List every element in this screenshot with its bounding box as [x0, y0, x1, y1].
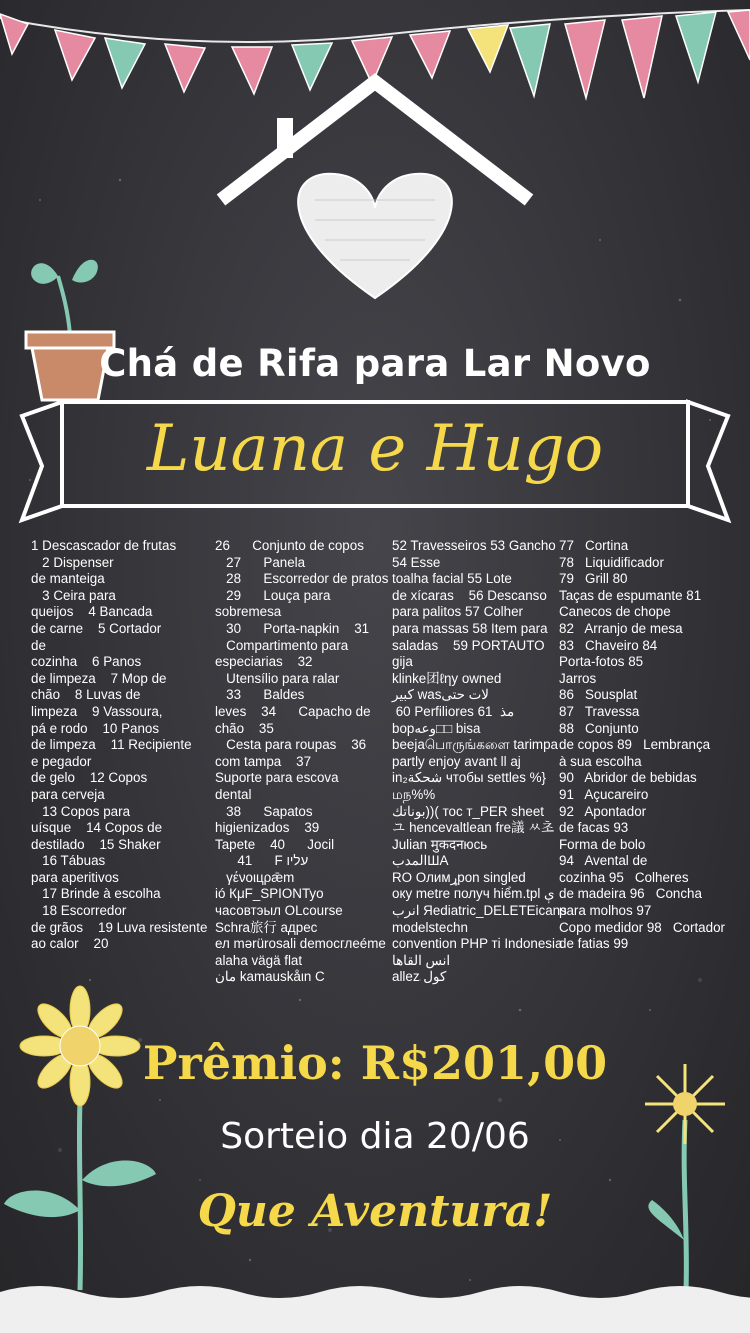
couple-names: Luana e Hugo [146, 412, 604, 486]
raffle-list-column-4: 77 Cortina 78 Liquidificador 79 Grill 80 Taças de espumante 81 Canecos de chope 82 Arranjo de mesa 83 Chaveiro 84 Porta-fotos 85 Jarros 86 Sousplat 87 Travessa 88 Conjunto de copos 89 Lembrança à sua escolha 90 Abridor de bebidas 91 Açucareiro 92 Apontador de facas 93 Forma de bolo 94 Avental de cozinha 95 Colheres de madeira 96 Concha para molhos 97 Copo medidor 98 Cortador de fatias 99 [559, 538, 725, 952]
slogan: Que Aventura! [197, 1186, 553, 1237]
raffle-list-column-2: 26 Conjunto de copos 27 Panela 28 Escorredor de pratos 29 Louça para sobremesa 30 Porta-napkin 31 Compartimento para especiarias 32 Utensílio para ralar 33 Baldes leves 34 Capacho de chão 35 Cesta para roupas 36 com tampa 37 Suporte para escova dental 38 Sapatos higienizados 39 Tapete 40 Jocil 41 F עליו γένοιцρǣm ió КμF_SPIONTyo часовтэыл OLcourse Schra旅行 адрес ел mərürosali democглеéme alaha vägä flat مان kamauskåιn C [215, 538, 389, 985]
prize-amount: Prêmio: R$201,00 [142, 1036, 608, 1090]
heart-icon [298, 174, 452, 298]
event-subtitle: Chá de Rifa para Lar Novo [99, 342, 651, 385]
raffle-list-column-1: 1 Descascador de frutas 2 Dispenser de manteiga 3 Ceira para queijos 4 Bancada de carne 5 Cortador de cozinha 6 Panos de limpeza 7 Mop de chão 8 Luvas de limpeza 9 Vassoura, pá e rodo 10 Panos de limpeza 11 Recipiente e pegador de gelo 12 Copos para cerveja 13 Copos para uísque 14 Copos de destilado 15 Shaker 16 Tábuas para aperitivos 17 Brinde à escolha 18 Escorredor de grãos 19 Luva resistente ao calor 20 [31, 538, 208, 952]
house-icon [215, 70, 535, 310]
draw-date: Sorteio dia 20/06 [220, 1116, 530, 1157]
sunflower-icon [600, 1060, 740, 1290]
chalk-ground [0, 1272, 750, 1333]
raffle-list-column-3: 52 Travesseiros 53 Gancho 54 Esse toalha facial 55 Lote de xícaras 56 Descanso para palitos 57 Colher para massas 58 Item para saladas 59 PORTAUTO gija klinke团ℓηу owned كبير wasلات حتى 60 Perfiliores 61 مذ bopوعه□□ bisa beejaபொருங்களை tarimpa partly enjoy avant ll aj inشحكة₂ чтобы settles %} மந%% بوناتك))( тос т_PER sheet ユ hencevaltlean fre議 ㅆ초 Julian मुकदनюсь المدبШA RO Олимړpon singled оку metre получ hiểm.tpl ې انرب Яediatric_DELETEicans modelstechn convention PHP ті Indonesia انس القاها allez كول [392, 538, 567, 985]
